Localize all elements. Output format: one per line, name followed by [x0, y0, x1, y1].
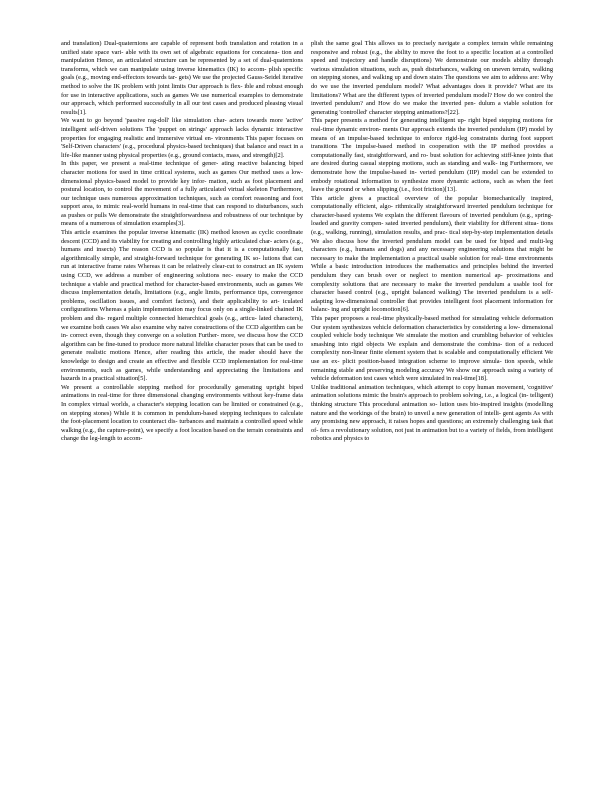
paragraph-vehicle-deformation: This paper proposes a real-time physically-based method for simulating vehicle deformation Our system synthesizes vehicle deformation characteristics by considering a low- dimensional coupled vehicle body technique We simulate the motion and crumbling behavior of vehicles smashing into rigid objects We explain and demonstrate the combina- tion of a reduced complexity non-linear finite element system that is scalable and computationally efficient We use an ex- plicit position-based integration scheme to improve simula- tion speeds, while remaining stable and preserving modeling accuracy We show our approach using a variety of vehicle deformation test cases which were simulated in real-time[18].: [311, 315, 553, 383]
paragraph-ccd-inverse-kinematics: This article examines the popular inverse kinematic (IK) method known as cyclic coordinate descent (CCD) and its viability for creating and controlling highly articulated char- acters (e.g., humans and insects) The reason CCD is so popular is that it is a computationally fast, algorithmically simple, and straight-forward technique for generating IK so- lutions that can run at interactive frame rates Whereas it can be relatively clear-cut to construct an IK system using CCD, we address a number of engineering solutions nec- essary to make the CCD technique a viable and practical method for character-based environments, such as games We discuss implementation details, limitations (e.g., angle limits, performance tips, convergence problems, oscillation issues, and comfort factors), and their applicability to art- iculated configurations Whereas a plain implementation may focus only on a single-linked chained IK problem and dis- regard multiple connected hierarchical goals (e.g., articu- lated characters), we examine both cases We also examine why naive constructions of the CCD algorithm can be in- correct even, though they converge on a solution Further- more, we discuss how the CCD algorithm can be fine-tuned to produce more natural lifelike character poses that can be used to generate realistic motions Hence, after reading this article, the reader should have the knowledge to design and create an effective and flexible CCD implementation for real-time environments, such as games, while understanding and appreciating the limitations and hazards in a practical situation[5].: [61, 229, 303, 383]
paragraph-dual-quaternions: and translation) Dual-quaternions are capable of represent both translation and rotation in a unified state space vari- able with its own set of algebraic equations for concatena- tion and manipulation Hence, an articulated structure can be represented by a set of dual-quaternions transforms, which we can manipulate using inverse kinematics (IK) to accom- plish specific goals (e.g., moving end-effectors towards tar- gets) We use the projected Gauss-Seidel iterative method to solve the IK problem with joint limits Our approach is flex- ible and robust enough for use in interactive applications, such as games We use numerical examples to demonstrate our approach, which performed successfully in all our test cases and produced pleasing visual results[1].: [61, 40, 303, 116]
paragraph-inverted-pendulum-overview: This article gives a practical overview of the popular biomechanically inspired, computationally efficient, algo- rithmically straightforward inverted pendulum technique for character-based systems We explain the different flavours of inverted pendulum (e.g., spring-loaded and gravity compen- sated inverted pendulum), their viability for different situa- tions (e.g., walking, running), simulation results, and prac- tical step-by-step implementation details We also discuss how the inverted pendulum model can be used for biped and multi-leg characters (e.g., humans and dogs) and any necessary engineering solutions that might be necessary to make the implementation a practical usable solution for real- time environments While a basic introduction introduces the mathematics and principles behind the inverted pendulum they can brush over or neglect to mention numerical ap- proximations and complexity solutions that are necessary to make the inverted pendulum a usable tool for character based control (e.g., upright balanced walking) The inverted pendulum is a self-adapting low-dimensional controller that provides intelligent foot placement information for balanc- ing and upright locomotion[6].: [311, 194, 553, 314]
paragraph-self-driven-characters: We want to go beyond 'passive rag-doll' like simulation char- acters towards more 'active' intelligent self-driven solutions The 'puppet on strings' approach lacks dynamic interactive properties for engaging realistic and immersive virtual en- vironments This paper focuses on 'Self-Driven characters' (e.g., procedural physics-based techniques) that balance and react in a life-like manner using physical properties (e.g., ground contacts, mass, and strength)[2].: [61, 117, 303, 159]
paragraph-stepping-continued: plish the same goal This allows us to precisely navigate a complex terrain while remaining responsive and robust (e.g., the ability to move the foot to a specific location at a controlled speed and trajectory and handle disruptions) We demonstrate our models ability through various simulation situations, such as, push disturbances, walking on uneven terrain, walking on stepping stones, and walking up and down stairs The questions we aim to address are: Why do we use the inverted pendulum model? What advantages does it provide? What are its limitations? What are the different types of inverted pendulum model? How do we control the inverted pendulum? and How do we make the inverted pen- dulum a viable solution for generating 'controlled' character stepping animations?[22].: [311, 40, 553, 116]
paragraph-reactive-balancing: In this paper, we present a real-time technique of gener- ating reactive balancing biped character motions for used in time critical systems, such as games Our method uses a low-dimensional physics-based model to provide key infor- mation, such as foot placement and postural location, to control the movement of a fully articulated virtual skeleton Furthermore, our technique uses numerous approximation techniques, such as comfort reasoning and foot support area, to mimic real-world humans in real-time that can respond to disturbances, such as pushes or pulls We demonstrate the straightforwardness and robustness of our technique by means of a numerous of simulation examples[3].: [61, 160, 303, 228]
right-text-column: [311, 40, 553, 444]
paragraph-cognitive-animation: Unlike traditional animation techniques, which attempt to copy human movement, 'cognitive' animation solutions mimic the brain's approach to problem solving, i.e., a logical (in- telligent) thinking structure This procedural animation so- lution uses bio-inspired insights (modelling nature and the workings of the brain) to unveil a new generation of intelli- gent agents As with any promising new approach, it raises hopes and questions; an extremely challenging task that of- fers a revolutionary solution, not just in animation but to a variety of fields, from intelligent robotics and physics to: [311, 383, 553, 443]
paragraph-controllable-stepping: We present a controllable stepping method for procedurally generating upright biped animations in real-time for three dimensional changing environments without key-frame data In complex virtual worlds, a character's stepping location can be limited or constrained (e.g., on stepping stones) While it is common in pendulum-based stepping techniques to calculate the foot-placement location to counteract dis- turbances and maintain a controlled speed while walking (e.g., the capture-point), we specify a foot location based on the terrain constraints and change the leg-length to accom-: [61, 383, 303, 443]
left-text-column: [61, 40, 303, 444]
paragraph-impulse-inverted-pendulum: This paper presents a method for generating intelligent up- right biped stepping motions for real-time dynamic environ- ments Our approach extends the inverted pendulum (IP) model by means of an impulse-based technique to enforce rigid-leg constraints during foot support transitions The impulse-based method in cooperation with the IP method provides a computationally fast, straightforward, and ro- bust solution for achieving stiff-knee joints that are desired during casual stepping motions, such as standing and walk- ing Furthermore, we demonstrate how the impulse-based in- verted pendulum (IIP) model can be extended to embody rotational information to synthesize more dynamic actions, such as when the feet leave the ground or when slipping (i.e., foot friction)[13].: [311, 117, 553, 194]
